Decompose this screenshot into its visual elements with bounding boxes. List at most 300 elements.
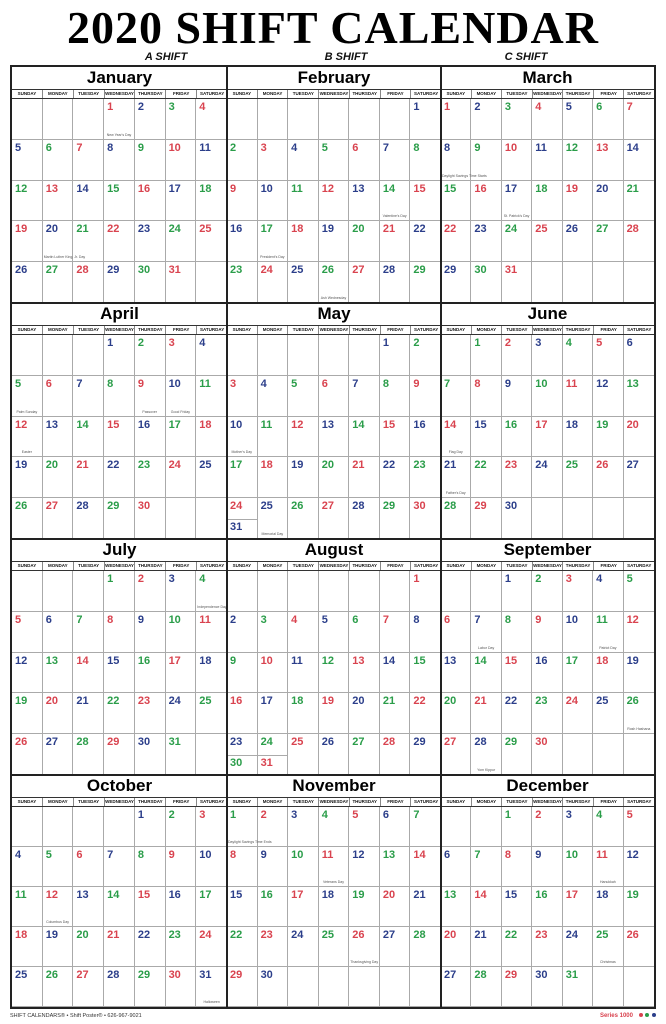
day-number: 24: [199, 929, 212, 941]
day-number: 23: [260, 929, 273, 941]
day-cell: [227, 887, 258, 927]
day-number: 18: [199, 418, 212, 431]
day-cell: [104, 887, 135, 927]
weekday-label: SATURDAY: [414, 799, 439, 804]
day-number: 21: [474, 929, 487, 941]
day-cell: [319, 653, 350, 694]
month-name: December: [506, 776, 589, 795]
day-number: 1: [413, 573, 420, 585]
day-number: 6: [45, 377, 52, 390]
day-cell: [563, 927, 593, 967]
day-number: 6: [444, 613, 451, 626]
month-november: [227, 775, 441, 1007]
day-cell: [43, 612, 74, 653]
weekday-label: TUESDAY: [288, 326, 319, 334]
day-cell: [196, 140, 227, 181]
day-cell: [563, 140, 593, 181]
day-cell: [227, 181, 258, 222]
day-number: 7: [76, 613, 83, 626]
day-number: 12: [626, 613, 639, 626]
day-number: 8: [107, 141, 114, 154]
day-number: 2: [230, 141, 237, 154]
day-number: 24: [168, 695, 181, 708]
day-cell: [532, 927, 562, 967]
day-number: 31: [504, 264, 518, 277]
day-number: 13: [45, 418, 58, 431]
weekday-label: TUESDAY: [502, 562, 533, 570]
day-number: 5: [596, 337, 603, 349]
weekday-label: THURSDAY: [350, 326, 381, 334]
weekday-label: FRIDAY: [594, 326, 625, 334]
day-cell: [471, 734, 501, 775]
day-number: 13: [321, 418, 334, 431]
day-cell: [319, 181, 350, 222]
day-number: 26: [45, 969, 58, 981]
day-cell: [196, 571, 227, 612]
day-cell: [380, 967, 411, 1007]
day-cell: [166, 653, 197, 694]
month-december: [441, 775, 654, 1007]
day-number: 16: [168, 889, 181, 901]
day-cell: [43, 99, 74, 140]
day-cell: [532, 417, 562, 458]
day-number: 16: [137, 182, 151, 195]
day-cell: [471, 221, 501, 262]
day-cell: [471, 376, 501, 417]
day-number: 30: [413, 500, 426, 513]
day-number: 28: [352, 500, 365, 513]
day-number: 31: [260, 756, 273, 769]
day-cell: [319, 807, 350, 847]
day-number: 11: [565, 377, 578, 390]
day-number: 10: [168, 377, 181, 390]
day-number: 22: [107, 695, 120, 708]
day-cell: [227, 693, 258, 734]
day-cell: [73, 612, 104, 653]
day-number: 20: [76, 929, 89, 941]
weekday-label: SATURDAY: [414, 327, 439, 332]
day-cell: [532, 847, 562, 887]
day-number: 3: [230, 377, 237, 390]
day-cell: [43, 847, 74, 887]
day-cell: [135, 417, 166, 458]
day-cell: [624, 498, 654, 539]
day-cell: [196, 612, 227, 653]
weekday-label: WEDNESDAY: [319, 799, 349, 804]
day-cell: [624, 927, 654, 967]
day-number: 30: [504, 500, 518, 513]
day-cell: [471, 417, 501, 458]
day-cell: [349, 967, 380, 1007]
day-number: 11: [199, 141, 211, 154]
day-cell: [441, 99, 471, 140]
day-number: 7: [107, 849, 114, 861]
day-number: 23: [504, 459, 518, 472]
day-cell: [227, 335, 258, 376]
day-cell: [258, 571, 289, 612]
day-cell: [563, 887, 593, 927]
weekday-label: MONDAY: [258, 326, 289, 334]
day-number: 14: [474, 654, 487, 667]
day-number: 14: [107, 889, 120, 901]
day-number: 20: [45, 459, 58, 472]
day-number: 30: [137, 500, 151, 513]
day-number: 6: [382, 809, 389, 821]
day-cell: [624, 612, 654, 653]
day-cell: [593, 335, 623, 376]
day-cell: [104, 376, 135, 417]
day-number: 22: [382, 459, 396, 472]
day-cell: [441, 221, 471, 262]
day-number: 8: [137, 849, 144, 861]
day-number: 3: [565, 573, 572, 585]
day-cell: [319, 457, 350, 498]
weekday-label: MONDAY: [472, 90, 503, 98]
day-cell: [319, 99, 350, 140]
day-number: 3: [535, 337, 542, 349]
day-cell: [166, 457, 197, 498]
day-cell: [166, 693, 197, 734]
day-cell: [441, 140, 487, 181]
day-number: 1: [474, 337, 481, 349]
day-cell: [532, 457, 562, 498]
day-cell: [410, 140, 441, 181]
weekday-label: THURSDAY: [350, 90, 381, 98]
day-cell: [135, 807, 166, 847]
day-cell: [288, 221, 319, 262]
day-cell: [471, 807, 501, 847]
day-number: 10: [168, 613, 181, 626]
weekday-label: SUNDAY: [441, 326, 472, 334]
day-number: 17: [168, 654, 181, 667]
day-number: 12: [45, 889, 58, 901]
day-cell: [593, 140, 623, 181]
holiday-label: Hanukkah: [599, 880, 616, 884]
day-number: 29: [504, 969, 518, 981]
day-number: 24: [168, 223, 181, 236]
day-number: 27: [382, 929, 396, 941]
day-cell: [624, 807, 654, 847]
weekday-label: THURSDAY: [135, 326, 166, 334]
day-cell: [73, 99, 104, 140]
weekday-label: SUNDAY: [227, 798, 258, 806]
day-number: 19: [15, 223, 28, 236]
day-cell: [441, 693, 471, 734]
day-number: 12: [15, 418, 28, 431]
day-number: 8: [382, 377, 389, 390]
day-number: 12: [626, 849, 639, 861]
day-cell: [532, 498, 562, 539]
day-cell: [227, 927, 258, 967]
day-cell: [471, 847, 501, 887]
day-number: 9: [260, 849, 267, 861]
day-number: 14: [76, 182, 89, 195]
day-number: 7: [382, 613, 389, 626]
day-number: 16: [504, 418, 518, 431]
day-number: 15: [474, 418, 487, 431]
day-number: 5: [352, 809, 359, 821]
day-number: 9: [535, 613, 542, 626]
day-number: 22: [444, 223, 457, 236]
day-cell: [12, 99, 43, 140]
day-cell: [288, 99, 319, 140]
day-cell: [43, 140, 74, 181]
day-number: 22: [474, 459, 487, 472]
day-cell: [471, 181, 501, 222]
day-cell: [227, 417, 258, 458]
day-cell: [12, 807, 43, 847]
day-cell: [380, 734, 411, 775]
day-number: 4: [291, 141, 298, 154]
day-number: 25: [596, 929, 609, 941]
day-number: 19: [626, 654, 639, 667]
day-cell: [104, 967, 135, 1007]
day-cell: [166, 967, 197, 1007]
day-cell: [104, 612, 135, 653]
dot-blue: [652, 1013, 656, 1017]
day-number: 30: [137, 736, 151, 749]
weekday-label: WEDNESDAY: [105, 327, 134, 332]
day-cell: [410, 181, 441, 222]
weekday-label: FRIDAY: [166, 326, 197, 334]
day-number: 13: [76, 889, 89, 901]
day-cell: [12, 847, 43, 887]
day-number: 18: [291, 695, 304, 708]
day-number: 28: [444, 500, 457, 513]
day-cell: [563, 221, 593, 262]
day-cell: [532, 221, 562, 262]
column-divider: [226, 67, 228, 1007]
day-number: 17: [168, 418, 181, 431]
day-number: 17: [565, 654, 578, 667]
day-cell: [227, 847, 258, 887]
day-number: 30: [474, 264, 487, 277]
day-cell: [104, 693, 135, 734]
day-number: 27: [45, 736, 58, 749]
weekday-label: TUESDAY: [288, 90, 319, 98]
day-number: 20: [45, 223, 58, 236]
day-number: 17: [535, 418, 548, 431]
series-label: Series 1000: [599, 1013, 633, 1019]
day-cell: [624, 181, 654, 222]
day-number: 24: [260, 264, 273, 277]
day-number: 20: [45, 695, 58, 708]
day-number: 24: [230, 500, 243, 513]
day-cell: [135, 140, 166, 181]
day-cell: [227, 99, 258, 140]
day-cell: [288, 181, 319, 222]
day-number: 5: [321, 141, 328, 154]
day-number: 4: [199, 101, 206, 113]
day-number: 9: [504, 377, 511, 390]
weekday-label: WEDNESDAY: [319, 91, 349, 96]
day-cell: [502, 807, 532, 847]
day-cell: [593, 847, 623, 887]
day-cell: [624, 262, 654, 303]
day-number: 21: [626, 182, 639, 195]
day-number: 15: [413, 182, 426, 195]
holiday-label: Christmas: [599, 960, 616, 964]
day-number: 24: [535, 459, 548, 472]
day-number: 30: [230, 756, 243, 769]
day-cell: [166, 612, 197, 653]
holiday-label: Rosh Hashana: [627, 727, 651, 732]
weekday-label: MONDAY: [472, 798, 503, 806]
day-number: 21: [352, 459, 365, 472]
day-number: 15: [504, 889, 518, 901]
day-cell: [12, 262, 43, 303]
holiday-label: Martin Luther King, Jr. Day: [43, 255, 86, 260]
day-number: 1: [382, 337, 389, 349]
day-cell: [471, 335, 501, 376]
day-cell: [73, 887, 104, 927]
day-cell: [166, 847, 197, 887]
day-cell: [227, 221, 258, 262]
day-cell: [624, 734, 654, 775]
day-number: 30: [260, 969, 273, 981]
day-cell: [43, 927, 74, 967]
day-cell: [227, 653, 258, 694]
weekday-label: WEDNESDAY: [319, 563, 349, 568]
day-number: 18: [321, 889, 334, 901]
day-number: 9: [413, 377, 420, 390]
month-april: [12, 303, 227, 539]
day-number: 3: [260, 613, 267, 626]
day-number: 22: [107, 459, 120, 472]
day-number: 11: [291, 654, 303, 667]
day-number: 25: [15, 969, 28, 981]
day-cell: [532, 99, 562, 140]
day-cell: [410, 734, 441, 775]
day-number: 27: [76, 969, 89, 981]
holiday-label: St. Patrick's Day: [503, 214, 530, 219]
day-number: 31: [230, 520, 243, 533]
day-cell: [166, 181, 197, 222]
day-number: 24: [291, 929, 304, 941]
day-cell: [441, 571, 471, 612]
day-cell: [227, 376, 258, 417]
day-cell: [471, 927, 501, 967]
day-cell: [166, 140, 197, 181]
day-cell: [380, 653, 411, 694]
day-number: 21: [107, 929, 120, 941]
month-name: April: [100, 304, 139, 323]
day-cell: [563, 417, 593, 458]
day-number: 26: [565, 223, 578, 236]
day-cell: [380, 181, 411, 222]
day-number: 1: [504, 573, 511, 585]
day-cell: [563, 262, 593, 303]
day-cell: [349, 612, 380, 653]
day-number: 25: [291, 264, 304, 277]
weekday-label: FRIDAY: [594, 90, 625, 98]
day-number: 11: [199, 613, 211, 626]
day-number: 24: [260, 736, 273, 749]
day-number: 4: [199, 573, 206, 585]
day-number: 25: [596, 695, 609, 708]
day-number: 19: [352, 889, 365, 901]
day-number: 8: [413, 141, 420, 154]
day-cell: [593, 417, 623, 458]
day-number: 17: [199, 889, 212, 901]
day-cell: [227, 140, 258, 181]
day-cell: [258, 376, 289, 417]
weekday-label: TUESDAY: [502, 90, 533, 98]
day-cell: [12, 221, 43, 262]
day-number: 15: [107, 418, 120, 431]
day-number: 1: [107, 101, 114, 113]
day-number: 18: [199, 182, 212, 195]
weekday-label: TUESDAY: [74, 562, 105, 570]
weekday-label: MONDAY: [258, 562, 289, 570]
day-cell: [196, 99, 227, 140]
weekday-label: SUNDAY: [12, 90, 43, 98]
holiday-label: New Year's Day: [106, 132, 132, 137]
day-number: 27: [45, 264, 58, 277]
day-cell: [166, 734, 197, 775]
day-cell: [227, 734, 258, 775]
day-number: 6: [321, 377, 328, 390]
day-number: 28: [76, 736, 89, 749]
weekday-label: THURSDAY: [135, 562, 166, 570]
weekday-header: [441, 89, 654, 99]
day-number: 21: [474, 695, 487, 708]
day-cell: [196, 847, 227, 887]
day-number: 13: [626, 377, 639, 390]
day-cell: [258, 498, 289, 539]
day-cell: [410, 612, 441, 653]
month-june: [441, 303, 654, 539]
day-cell: [288, 967, 319, 1007]
day-number: 27: [45, 500, 58, 513]
month-march: [441, 67, 654, 303]
day-number: 27: [596, 223, 609, 236]
day-number: 21: [76, 695, 89, 708]
day-number: 21: [413, 889, 426, 901]
day-cell: [166, 807, 197, 847]
day-cell: [196, 221, 227, 262]
day-cell: [43, 498, 74, 539]
day-number: 30: [535, 969, 548, 981]
day-number: 23: [535, 929, 548, 941]
day-cell: [43, 967, 74, 1007]
day-cell: [288, 927, 319, 967]
day-number: 15: [107, 182, 120, 195]
day-cell: [73, 262, 104, 303]
day-cell: [441, 734, 471, 775]
day-number: 2: [137, 573, 144, 585]
day-cell: [441, 847, 471, 887]
day-cell: [166, 376, 197, 417]
day-cell: [43, 653, 74, 694]
day-cell: [288, 457, 319, 498]
day-cell: [349, 927, 380, 967]
day-cell: [73, 417, 104, 458]
day-number: 30: [535, 736, 548, 749]
day-cell: [593, 653, 623, 694]
month-august: [227, 539, 441, 775]
day-number: 12: [565, 141, 578, 154]
day-number: 27: [352, 736, 365, 749]
day-number: 31: [565, 969, 578, 981]
holiday-label: Ash Wednesday: [320, 295, 347, 300]
day-cell: [166, 498, 197, 539]
day-number: 2: [260, 809, 267, 821]
day-cell: [563, 693, 593, 734]
holiday-label: Columbus Day: [46, 920, 70, 924]
day-cell: [319, 335, 350, 376]
weekday-label: MONDAY: [43, 326, 74, 334]
